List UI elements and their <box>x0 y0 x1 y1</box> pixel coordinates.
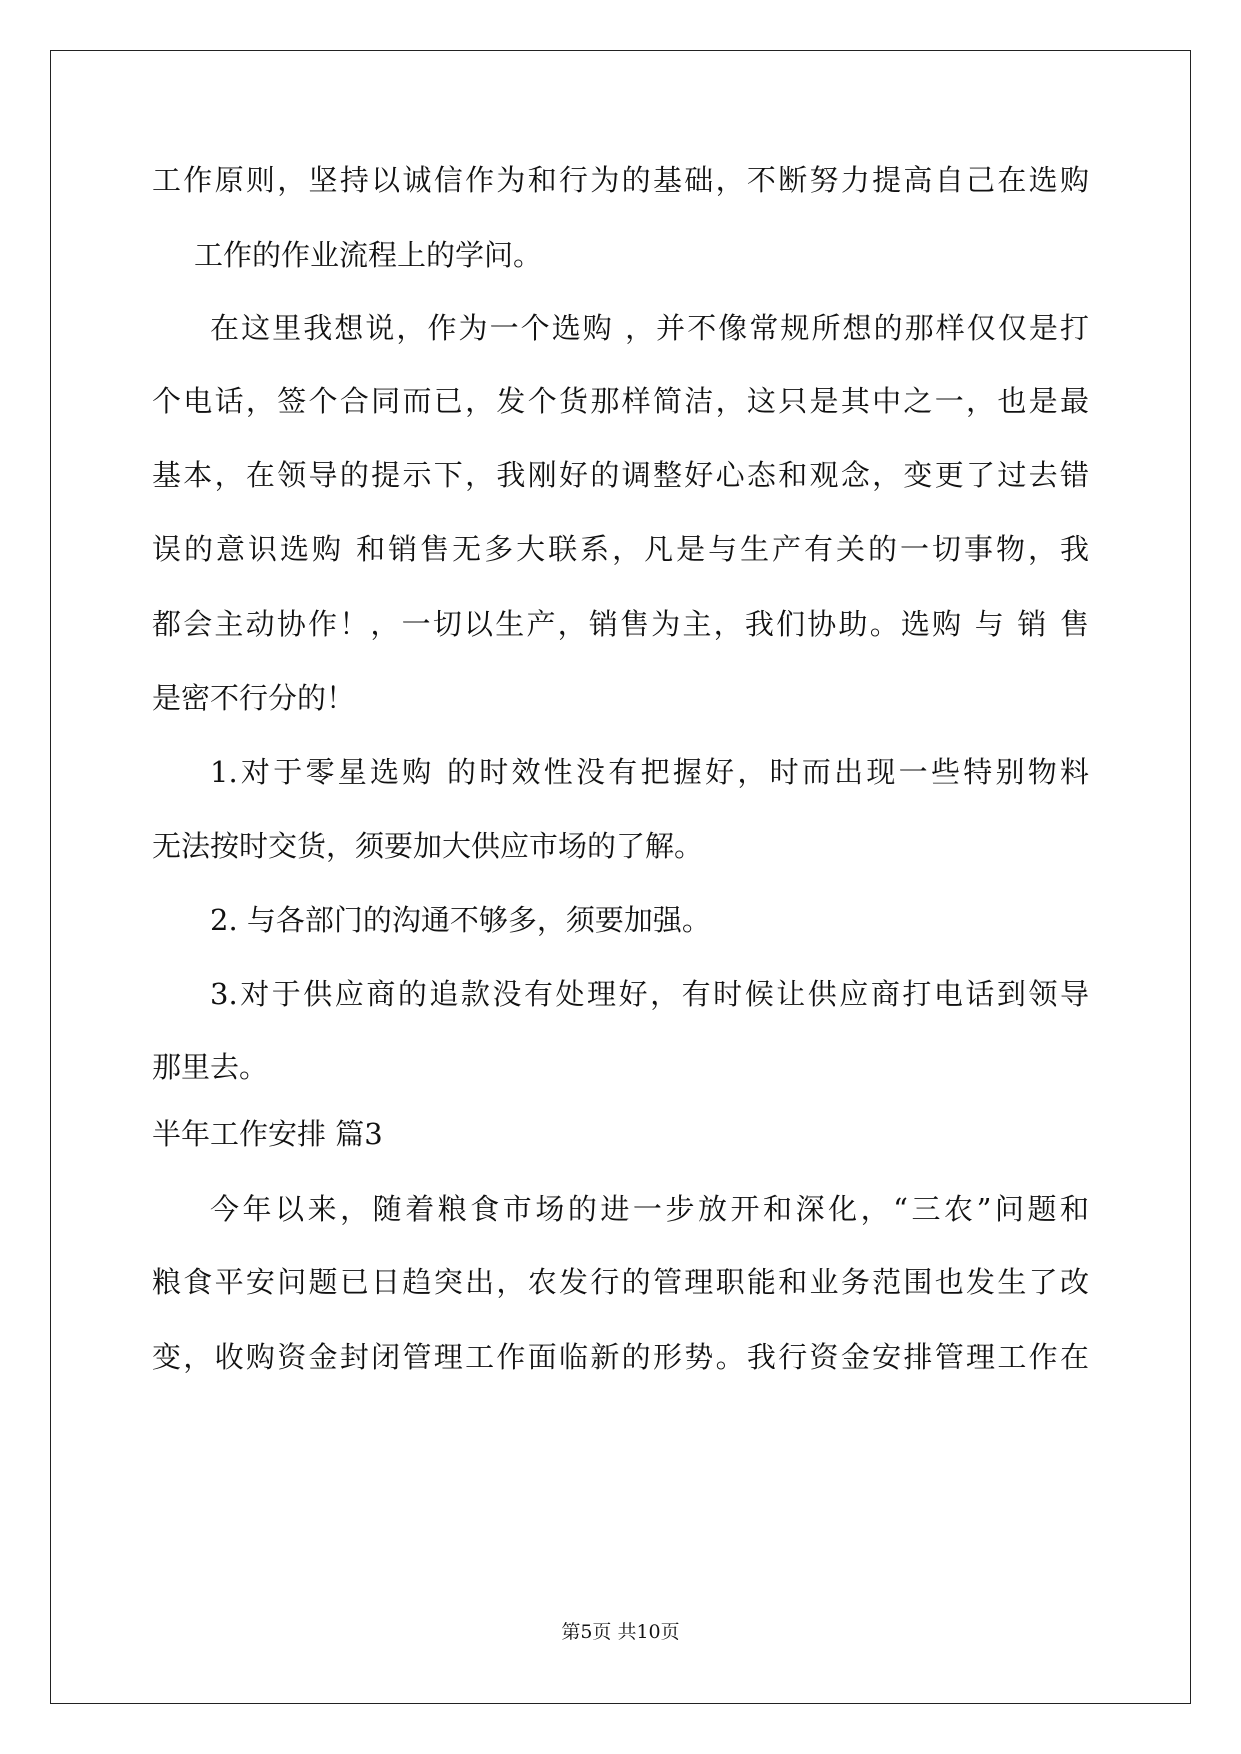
list-item-1: 1.对于零星选购 的时效性没有把握好，时而出现一些特别物料 <box>210 755 1089 789</box>
text-line-16: 粮食平安问题已日趋突出，农发行的管理职能和业务范围也发生了改 <box>152 1265 1089 1299</box>
page-border <box>50 50 1191 1704</box>
text-line-6: 误的意识选购 和销售无多大联系，凡是与生产有关的一切事物，我 <box>152 532 1089 566</box>
text-line-15: 今年以来，随着粮食市场的进一步放开和深化，“三农”问题和 <box>210 1192 1089 1226</box>
text-line-1: 工作原则，坚持以诚信作为和行为的基础，不断努力提高自己在选购 <box>152 163 1089 197</box>
page-number-footer: 第5页 共10页 <box>561 1621 680 1643</box>
list-item-3: 3.对于供应商的追款没有处理好，有时候让供应商打电话到领导 <box>210 977 1089 1011</box>
text-line-10: 无法按时交货，须要加大供应市场的了解。 <box>152 829 704 863</box>
text-line-4: 个电话，签个合同而已，发个货那样简洁，这只是其中之一，也是最 <box>152 384 1089 418</box>
text-line-17: 变，收购资金封闭管理工作面临新的形势。我行资金安排管理工作在 <box>152 1340 1089 1374</box>
text-line-2: 工作的作业流程上的学问。 <box>194 238 543 272</box>
text-line-8: 是密不行分的！ <box>152 681 356 715</box>
text-line-13: 那里去。 <box>152 1050 269 1084</box>
text-line-5: 基本，在领导的提示下，我刚好的调整好心态和观念，变更了过去错 <box>152 458 1089 492</box>
text-line-3: 在这里我想说，作为一个选购 ，并不像常规所想的那样仅仅是打 <box>210 311 1089 345</box>
section-heading: 半年工作安排 篇3 <box>152 1117 383 1151</box>
list-item-2: 2. 与各部门的沟通不够多，须要加强。 <box>210 903 711 937</box>
text-line-7: 都会主动协作！，一切以生产，销售为主，我们协助。选购 与 销 售 <box>152 607 1089 641</box>
